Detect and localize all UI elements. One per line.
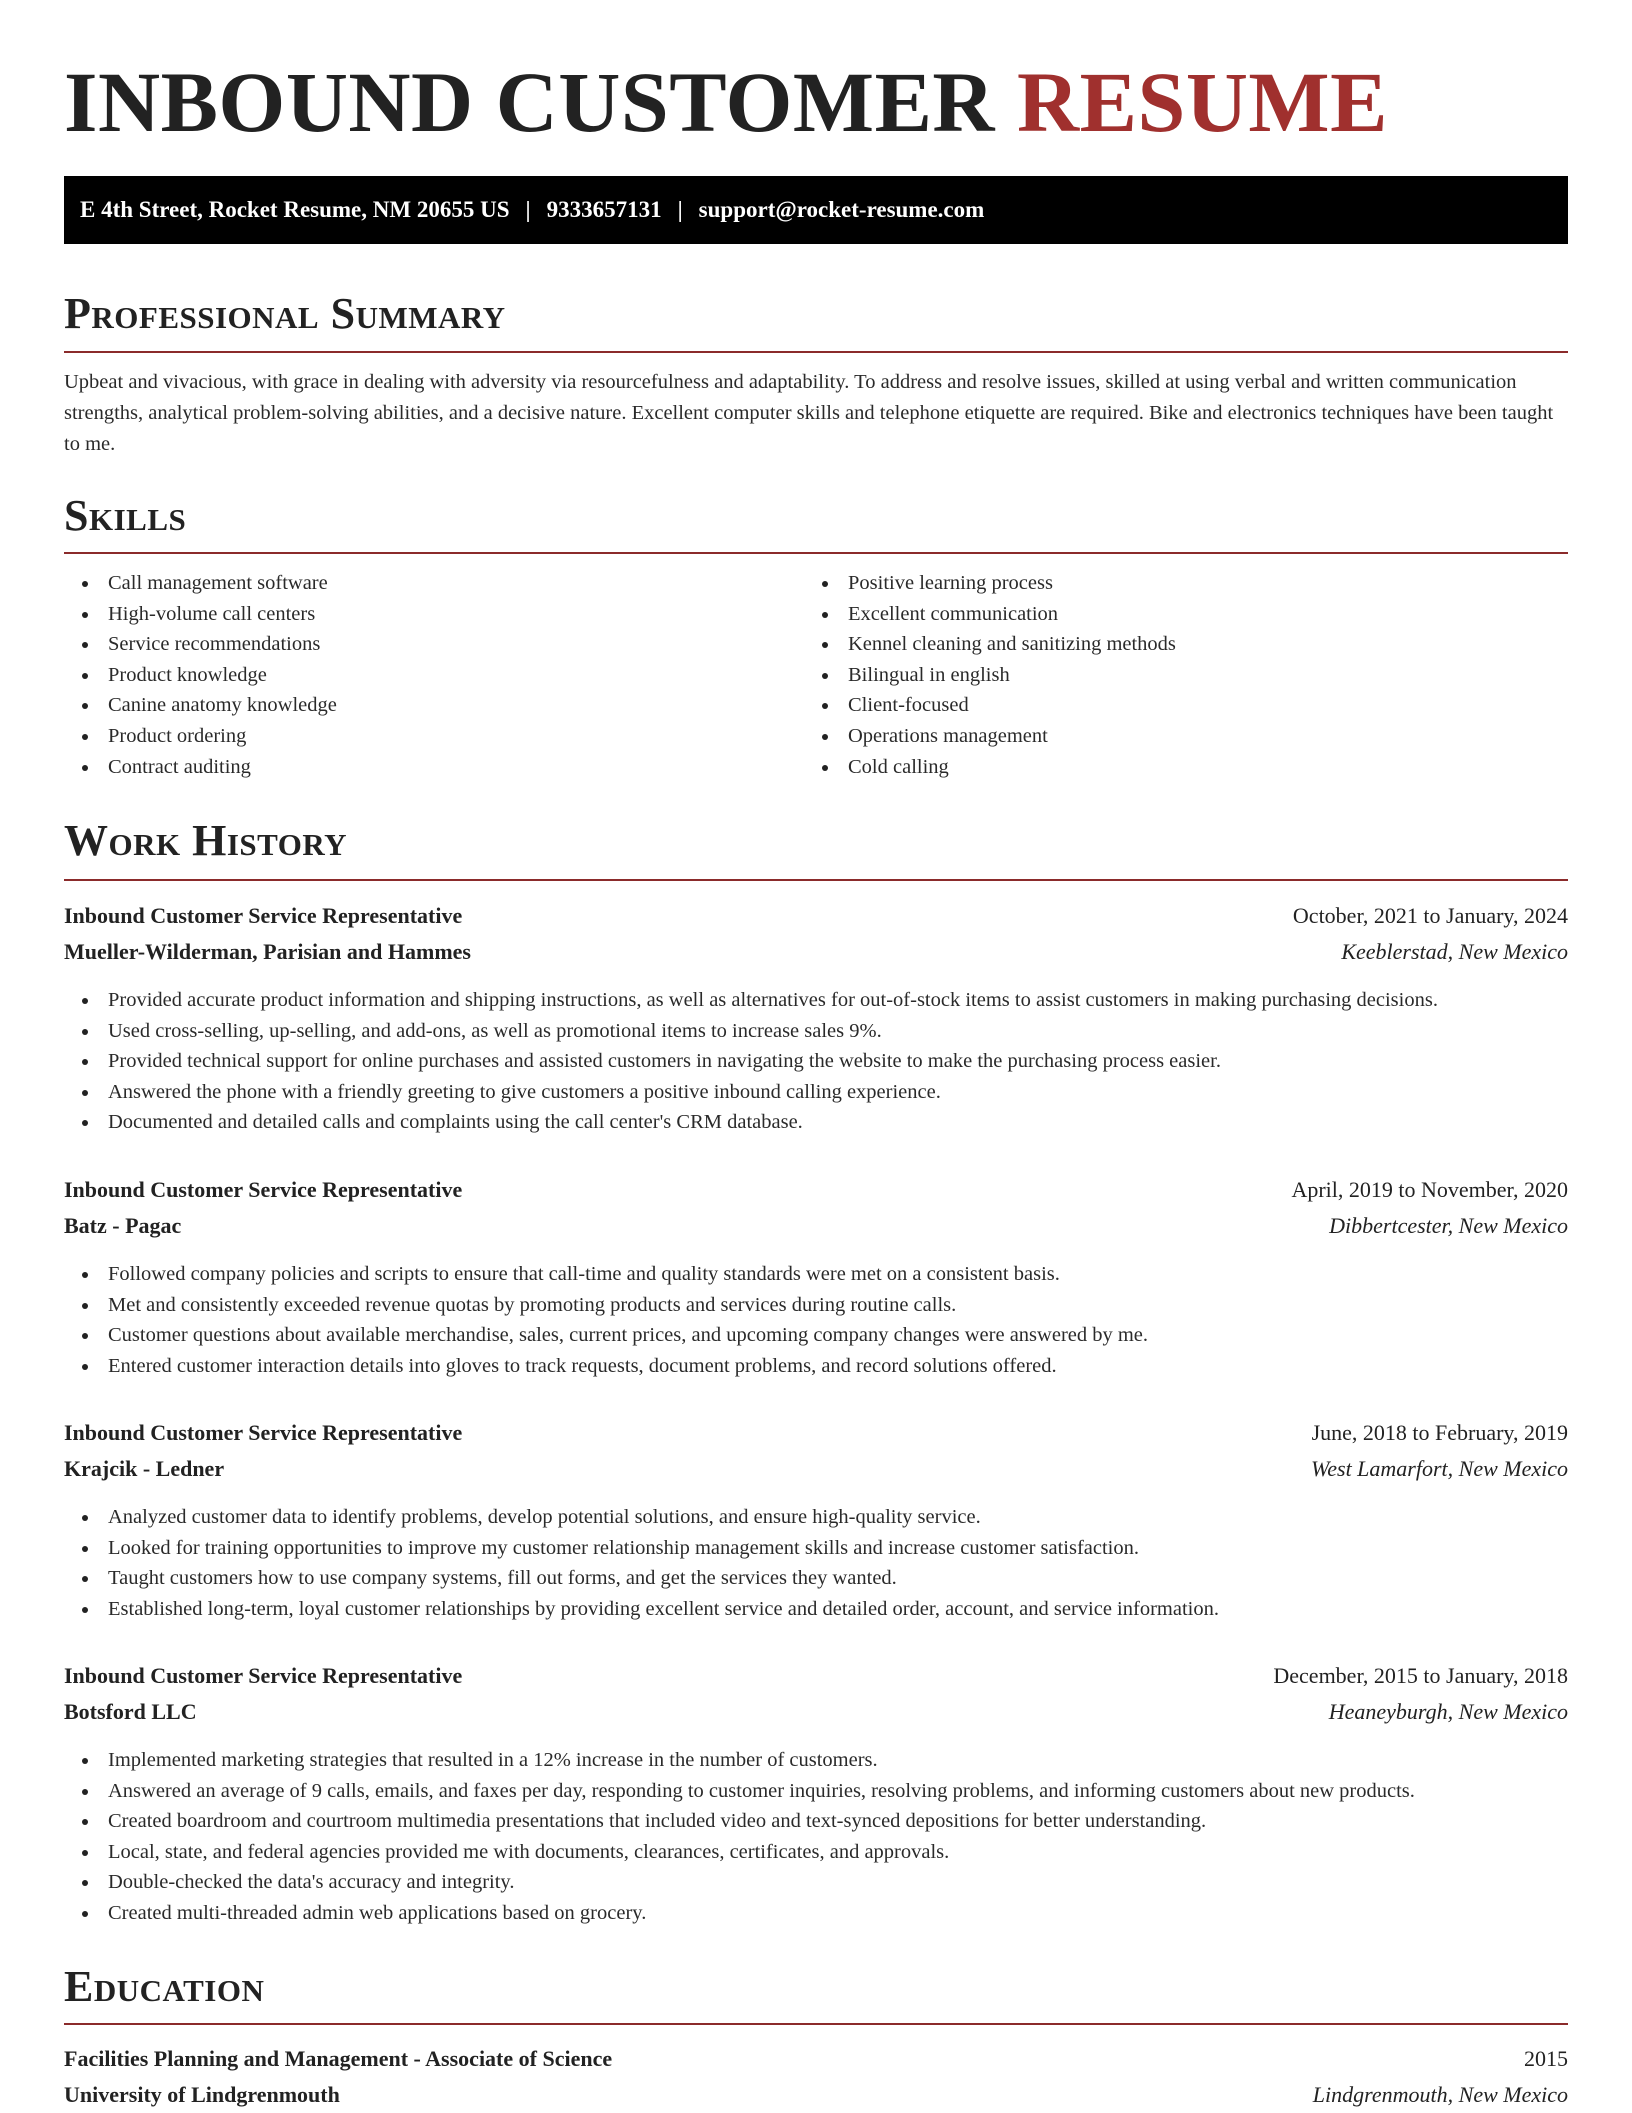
job-location: Dibbertcester, New Mexico (1329, 1213, 1568, 1238)
job-location: Heaneyburgh, New Mexico (1328, 1699, 1568, 1724)
summary-heading: Professional Summary (64, 289, 506, 338)
job-employer: Batz - Pagac (64, 1213, 182, 1238)
skill-item: Client-focused (804, 690, 1568, 721)
work-history-heading: Work History (64, 816, 348, 865)
education-school: University of Lindgrenmouth (64, 2082, 340, 2107)
job-dates: June, 2018 to February, 2019 (1311, 1420, 1568, 1445)
job-dates: October, 2021 to January, 2024 (1292, 903, 1568, 928)
education-heading: Education (64, 1962, 265, 2011)
contact-separator: | (677, 197, 683, 222)
skill-item: Product ordering (64, 721, 800, 752)
contact-address: E 4th Street, Rocket Resume, NM 20655 US (80, 197, 510, 222)
job-header (64, 1658, 1568, 1694)
summary-divider (64, 351, 1568, 353)
job-title: Inbound Customer Service Representative (64, 903, 463, 928)
job-dates: April, 2019 to November, 2020 (1291, 1177, 1568, 1202)
education-header (64, 2041, 1568, 2077)
skill-item: Positive learning process (804, 568, 1568, 599)
education-location: Lindgrenmouth, New Mexico (1312, 2082, 1568, 2107)
contact-email[interactable]: support@rocket-resume.com (698, 197, 985, 222)
job-bullet-item: Double-checked the data's accuracy and integrity. (64, 1867, 1568, 1898)
job-subheader (64, 1451, 1568, 1487)
skills-divider (64, 552, 1568, 554)
education-degree: Facilities Planning and Management - Associate of Science (64, 2046, 613, 2071)
job-header (64, 1172, 1568, 1208)
skill-item: Canine anatomy knowledge (64, 690, 800, 721)
job-title: Inbound Customer Service Representative (64, 1420, 463, 1445)
job-employer: Mueller-Wilderman, Parisian and Hammes (64, 939, 471, 964)
skill-item: Kennel cleaning and sanitizing methods (804, 629, 1568, 660)
title-main: INBOUND CUSTOMER (64, 54, 996, 150)
job-location: Keeblerstad, New Mexico (1341, 939, 1568, 964)
title-accent: RESUME (1017, 54, 1388, 150)
job-bullet-item: Looked for training opportunities to improve my customer relationship management skills and increase customer satisfaction. (64, 1533, 1568, 1564)
skill-item: Excellent communication (804, 599, 1568, 630)
job-bullet-item: Created multi-threaded admin web applications based on grocery. (64, 1898, 1568, 1929)
job-subheader (64, 1694, 1568, 1730)
skill-item: Cold calling (804, 752, 1568, 783)
job-subheader (64, 1208, 1568, 1244)
skill-item: Bilingual in english (804, 660, 1568, 691)
job-bullet-item: Provided accurate product information and shipping instructions, as well as alternatives for out-of-stock items to assist customers in making purchasing decisions. (64, 985, 1568, 1016)
job-bullet-item: Analyzed customer data to identify problems, develop potential solutions, and ensure high-quality service. (64, 1502, 1568, 1533)
work-history-divider (64, 879, 1568, 881)
job-bullet-item: Taught customers how to use company systems, fill out forms, and get the services they wanted. (64, 1563, 1568, 1594)
skills-list-right (804, 568, 1568, 782)
job-bullets (64, 985, 1568, 1138)
job-bullet-item: Used cross-selling, up-selling, and add-ons, as well as promotional items to increase sales 9%. (64, 1016, 1568, 1047)
job-bullet-item: Followed company policies and scripts to ensure that call-time and quality standards were met on a consistent basis. (64, 1259, 1568, 1290)
contact-separator: | (525, 197, 531, 222)
summary-text: Upbeat and vivacious, with grace in dealing with adversity via resourcefulness and adaptability. To address and resolve issues, skilled at using verbal and written communication strengths, analytical problem-solving abilities, and a decisive nature. Excellent computer skills and telephone etiquette are required. Bike and electronics techniques have been taught to me. (64, 371, 1554, 455)
job-title: Inbound Customer Service Representative (64, 1663, 463, 1688)
skill-item: Operations management (804, 721, 1568, 752)
skills-list-left (64, 568, 800, 782)
contact-phone: 9333657131 (546, 197, 662, 222)
job-location: West Lamarfort, New Mexico (1310, 1456, 1568, 1481)
resume-title (64, 52, 1388, 152)
skill-item: Service recommendations (64, 629, 800, 660)
contact-bar (64, 176, 1568, 244)
job-employer: Krajcik - Ledner (64, 1456, 225, 1481)
education-subheader (64, 2077, 1568, 2113)
job-dates: December, 2015 to January, 2018 (1273, 1663, 1568, 1688)
skill-item: Product knowledge (64, 660, 800, 691)
job-bullet-item: Established long-term, loyal customer relationships by providing excellent service and detailed order, account, and service information. (64, 1594, 1568, 1625)
education-year: 2015 (1524, 2046, 1568, 2071)
job-bullet-item: Created boardroom and courtroom multimedia presentations that included video and text-synced depositions for better understanding. (64, 1806, 1568, 1837)
job-bullets (64, 1259, 1568, 1381)
job-bullet-item: Local, state, and federal agencies provided me with documents, clearances, certificates, and approvals. (64, 1837, 1568, 1868)
job-bullet-item: Implemented marketing strategies that resulted in a 12% increase in the number of customers. (64, 1745, 1568, 1776)
job-bullet-item: Customer questions about available merchandise, sales, current prices, and upcoming company changes were answered by me. (64, 1320, 1568, 1351)
job-bullet-item: Entered customer interaction details into gloves to track requests, document problems, and record solutions offered. (64, 1351, 1568, 1382)
skill-item: High-volume call centers (64, 599, 800, 630)
job-bullets (64, 1502, 1568, 1624)
job-title: Inbound Customer Service Representative (64, 1177, 463, 1202)
job-header (64, 898, 1568, 934)
job-bullet-item: Answered the phone with a friendly greeting to give customers a positive inbound calling experience. (64, 1077, 1568, 1108)
job-employer: Botsford LLC (64, 1699, 197, 1724)
education-divider (64, 2023, 1568, 2025)
job-header (64, 1415, 1568, 1451)
job-bullet-item: Provided technical support for online purchases and assisted customers in navigating the website to make the purchasing process easier. (64, 1046, 1568, 1077)
job-bullet-item: Met and consistently exceeded revenue quotas by promoting products and services during routine calls. (64, 1290, 1568, 1321)
skill-item: Call management software (64, 568, 800, 599)
skills-heading: Skills (64, 491, 187, 540)
skill-item: Contract auditing (64, 752, 800, 783)
job-subheader (64, 934, 1568, 970)
job-bullet-item: Answered an average of 9 calls, emails, and faxes per day, responding to customer inquiries, resolving problems, and informing customers about new products. (64, 1776, 1568, 1807)
job-bullets (64, 1745, 1568, 1929)
job-bullet-item: Documented and detailed calls and complaints using the call center's CRM database. (64, 1107, 1568, 1138)
